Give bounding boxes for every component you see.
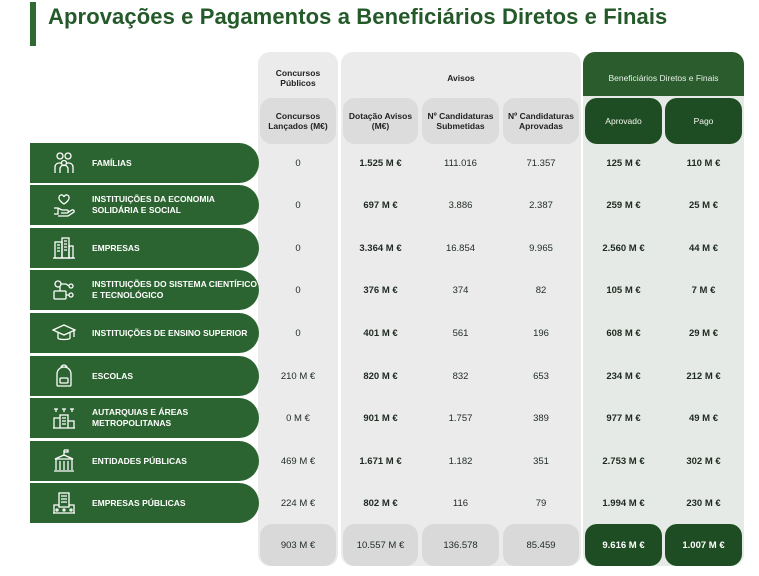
col-header-concursos-lancados: Concursos Lançados (M€) xyxy=(260,98,336,144)
cell-submetidas: 3.886 xyxy=(448,199,473,211)
group-header-beneficiarios: Beneficiários Diretos e Finais xyxy=(608,72,719,83)
cell-pago: 110 M € xyxy=(686,157,721,169)
cell-pago: 212 M € xyxy=(686,370,721,382)
cell-pago: 230 M € xyxy=(686,497,721,509)
cell-aprovadas: 9.965 xyxy=(529,242,553,254)
row-familias xyxy=(30,143,259,183)
total-dotacao: 10.557 M € xyxy=(343,524,418,566)
col-header-dotacao-avisos: Dotação Avisos (M€) xyxy=(343,98,418,144)
total-pago: 1.007 M € xyxy=(665,524,742,566)
row-label: INSTITUIÇÕES DO SISTEMA CIENTÍFICO E TECNOLÓGICO xyxy=(92,279,257,300)
col-header-candidaturas-aprovadas: Nº Candidaturas Aprovadas xyxy=(503,98,579,144)
cell-submetidas: 116 xyxy=(452,497,469,509)
row-label: ENTIDADES PÚBLICAS xyxy=(92,455,187,466)
cell-dotacao: 1.671 M € xyxy=(359,455,402,467)
cell-dotacao: 697 M € xyxy=(363,199,398,211)
cell-aprovadas: 2.387 xyxy=(529,199,553,211)
cell-aprovado: 125 M € xyxy=(606,157,641,169)
cell-dotacao: 376 M € xyxy=(363,284,398,296)
buildings-icon xyxy=(52,236,76,260)
cell-aprovadas: 653 xyxy=(533,370,549,382)
cell-submetidas: 111.016 xyxy=(444,157,477,169)
backpack-icon xyxy=(52,364,76,388)
family-icon xyxy=(52,151,76,175)
col-header-aprovado: Aprovado xyxy=(585,98,662,144)
cell-concursos: 0 xyxy=(295,327,301,339)
cell-dotacao: 401 M € xyxy=(363,327,398,339)
row-entidades-publicas xyxy=(30,441,259,481)
group-header-avisos: Avisos xyxy=(447,72,475,83)
cell-submetidas: 16.854 xyxy=(445,242,476,254)
row-label: ESCOLAS xyxy=(92,370,134,381)
cell-concursos: 0 xyxy=(295,157,301,169)
cell-aprovadas: 71.357 xyxy=(526,157,556,169)
cell-concursos: 469 M € xyxy=(280,455,316,467)
row-label: INSTITUIÇÕES DA ECONOMIA SOLIDÁRIA E SOCIAL xyxy=(92,194,215,215)
cell-aprovadas: 79 xyxy=(535,497,547,509)
cell-dotacao: 1.525 M € xyxy=(359,157,402,169)
cell-aprovado: 2.753 M € xyxy=(602,455,645,467)
cell-aprovado: 977 M € xyxy=(606,412,641,424)
cell-submetidas: 832 xyxy=(452,370,469,382)
city-icon xyxy=(52,406,76,430)
col-header-pago: Pago xyxy=(665,98,742,144)
total-aprovadas: 85.459 xyxy=(503,524,579,566)
cell-dotacao: 820 M € xyxy=(363,370,398,382)
cell-aprovadas: 389 xyxy=(533,412,549,424)
cell-pago: 7 M € xyxy=(691,284,716,296)
cell-aprovado: 2.560 M € xyxy=(602,242,645,254)
row-empresas-publicas xyxy=(30,483,259,523)
cell-pago: 29 M € xyxy=(688,327,719,339)
total-concursos: 903 M € xyxy=(260,524,336,566)
col-header-candidaturas-submetidas: Nº Candidaturas Submetidas xyxy=(422,98,499,144)
cell-submetidas: 374 xyxy=(452,284,469,296)
row-label: EMPRESAS xyxy=(92,242,140,253)
cell-pago: 44 M € xyxy=(688,242,719,254)
cell-aprovadas: 196 xyxy=(533,327,549,339)
row-ensino-superior xyxy=(30,313,259,353)
graduation-cap-icon xyxy=(52,321,76,345)
cell-pago: 302 M € xyxy=(686,455,721,467)
cell-submetidas: 561 xyxy=(452,327,469,339)
factory-icon xyxy=(52,491,76,515)
cell-aprovado: 608 M € xyxy=(606,327,641,339)
cell-dotacao: 3.364 M € xyxy=(359,242,402,254)
total-submetidas: 136.578 xyxy=(422,524,499,566)
cell-dotacao: 901 M € xyxy=(363,412,398,424)
cell-aprovadas: 82 xyxy=(535,284,547,296)
row-empresas xyxy=(30,228,259,268)
cell-aprovadas: 351 xyxy=(533,455,549,467)
cell-concursos: 0 xyxy=(295,284,301,296)
group-header-concursos: Concursos Públicos xyxy=(275,67,321,88)
row-autarquias xyxy=(30,398,259,438)
row-sistema-cientifico xyxy=(30,270,259,310)
total-aprovado: 9.616 M € xyxy=(585,524,662,566)
cell-dotacao: 802 M € xyxy=(363,497,398,509)
row-label: EMPRESAS PÚBLICAS xyxy=(92,497,186,508)
page-title: Aprovações e Pagamentos a Beneficiários Diretos e Finais xyxy=(48,4,668,29)
row-label: INSTITUIÇÕES DE ENSINO SUPERIOR xyxy=(92,327,248,338)
cell-concursos: 210 M € xyxy=(280,370,316,382)
row-label: AUTARQUIAS E ÁREAS METROPOLITANAS xyxy=(92,407,189,428)
cell-pago: 25 M € xyxy=(688,199,719,211)
cell-concursos: 224 M € xyxy=(280,497,316,509)
cell-aprovado: 105 M € xyxy=(606,284,641,296)
row-label: FAMÍLIAS xyxy=(92,157,132,168)
public-building-icon xyxy=(52,449,76,473)
row-escolas xyxy=(30,356,259,396)
heart-hand-icon xyxy=(52,193,76,217)
cell-pago: 49 M € xyxy=(688,412,719,424)
network-icon xyxy=(52,278,76,302)
cell-aprovado: 234 M € xyxy=(606,370,641,382)
cell-aprovado: 259 M € xyxy=(606,199,641,211)
title-accent-bar xyxy=(30,2,36,46)
row-economia-social xyxy=(30,185,259,225)
cell-aprovado: 1.994 M € xyxy=(602,497,645,509)
cell-submetidas: 1.757 xyxy=(448,412,473,424)
cell-concursos: 0 M € xyxy=(286,412,310,424)
cell-submetidas: 1.182 xyxy=(448,455,473,467)
cell-concursos: 0 xyxy=(295,242,301,254)
cell-concursos: 0 xyxy=(295,199,301,211)
